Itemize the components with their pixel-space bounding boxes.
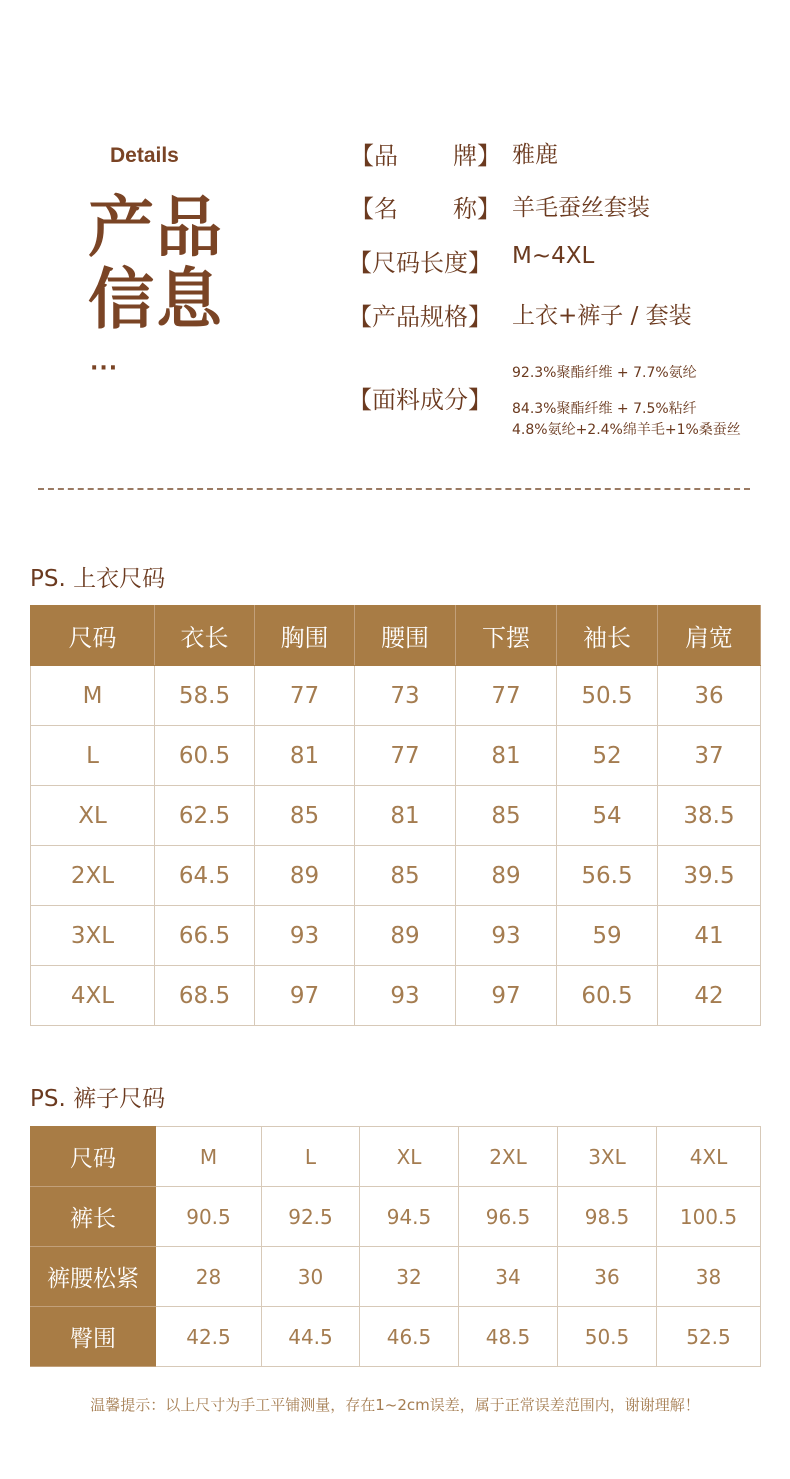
info-row-size-range [348,243,594,278]
table-cell: 4XL [31,966,155,1026]
table-cell: 66.5 [155,906,255,966]
table-header-cell: 尺码 [31,606,155,666]
table-row [31,1187,761,1247]
table-cell: 93 [355,966,456,1026]
table-cell: 3XL [558,1127,657,1187]
info-key-name [348,189,503,224]
info-key-fabric: 【面料成分】 [348,386,492,414]
ellipsis-decoration: ··· [90,356,119,381]
table-row [31,846,761,906]
table-cell: 90.5 [156,1187,262,1247]
table-cell: 36 [658,666,761,726]
table-cell: 42.5 [156,1307,262,1367]
title-line-1: 产品 [88,189,224,266]
table-cell: XL [31,786,155,846]
info-key-brand-left: 【品 [350,142,398,170]
table-cell: 77 [456,666,557,726]
table-cell: 93 [255,906,355,966]
table-cell: 30 [262,1247,360,1307]
table-header-cell: 袖长 [557,606,658,666]
table-cell: 32 [360,1247,459,1307]
table-cell: 77 [255,666,355,726]
table-cell: 89 [456,846,557,906]
row-header-cell: 裤长 [31,1187,156,1247]
table-cell: 73 [355,666,456,726]
table-row [31,786,761,846]
table-cell: 64.5 [155,846,255,906]
info-key-brand-right: 牌】 [453,142,501,170]
table-cell: 37 [658,726,761,786]
info-value-size-range: M~4XL [512,243,595,269]
info-key-name-left: 【名 [350,195,398,223]
table-header-cell: 下摆 [456,606,557,666]
table-cell: 48.5 [459,1307,558,1367]
table-cell: 100.5 [657,1187,761,1247]
table-cell: 68.5 [155,966,255,1026]
title-line-2: 信息 [88,261,224,338]
table-cell: 77 [355,726,456,786]
info-key-brand [348,136,503,171]
table-cell: 3XL [31,906,155,966]
table-cell: 52 [557,726,658,786]
info-value-spec: 上衣+裤子 / 套装 [512,303,692,329]
table-cell: 54 [557,786,658,846]
table-cell: 39.5 [658,846,761,906]
table-row [31,1127,761,1187]
table-row [31,1247,761,1307]
row-header-cell: 臀围 [31,1307,156,1367]
table-cell: 56.5 [557,846,658,906]
table-cell: L [262,1127,360,1187]
table-cell: 60.5 [557,966,658,1026]
table-cell: 41 [658,906,761,966]
table-cell: 93 [456,906,557,966]
info-row-fabric [348,380,503,415]
info-value-brand: 雅鹿 [512,142,558,168]
table-cell: 97 [456,966,557,1026]
table-cell: 89 [355,906,456,966]
table-cell: 85 [355,846,456,906]
top-size-title: PS. 上衣尺码 [30,566,166,592]
top-size-table [30,605,761,1026]
table-cell: 38 [657,1247,761,1307]
info-key-name-right: 称】 [453,195,501,223]
info-row-name [348,189,650,224]
row-header-cell: 裤腰松紧 [31,1247,156,1307]
table-cell: 97 [255,966,355,1026]
pants-size-table [30,1126,761,1367]
table-cell: 2XL [459,1127,558,1187]
info-row-spec [348,297,692,332]
table-row [31,726,761,786]
table-header-row [31,606,761,666]
fabric-line-3: 4.8%氨纶+2.4%绵羊毛+1%桑蚕丝 [512,422,741,438]
table-header-cell: 胸围 [255,606,355,666]
table-row [31,906,761,966]
fabric-line-2: 84.3%聚酯纤维 + 7.5%粘纤 [512,401,697,417]
table-cell: M [31,666,155,726]
dashed-divider [38,488,750,490]
table-cell: 2XL [31,846,155,906]
table-row [31,666,761,726]
row-header-cell: 尺码 [31,1127,156,1187]
table-cell: 62.5 [155,786,255,846]
table-header-cell: 衣长 [155,606,255,666]
table-cell: 42 [658,966,761,1026]
pants-size-title: PS. 裤子尺码 [30,1086,166,1112]
table-header-cell: 腰围 [355,606,456,666]
table-cell: 38.5 [658,786,761,846]
table-cell: 28 [156,1247,262,1307]
table-cell: 34 [459,1247,558,1307]
table-cell: 44.5 [262,1307,360,1367]
table-cell: 94.5 [360,1187,459,1247]
table-cell: 92.5 [262,1187,360,1247]
page-title [88,189,224,338]
table-cell: M [156,1127,262,1187]
table-cell: 89 [255,846,355,906]
table-cell: 50.5 [558,1307,657,1367]
table-cell: 81 [456,726,557,786]
table-cell: 50.5 [557,666,658,726]
table-cell: 85 [255,786,355,846]
table-cell: 58.5 [155,666,255,726]
table-cell: 4XL [657,1127,761,1187]
table-cell: 60.5 [155,726,255,786]
table-cell: 36 [558,1247,657,1307]
footnote: 温馨提示：以上尺寸为手工平铺测量，存在1~2cm误差，属于正常误差范围内，谢谢理解！ [90,1396,700,1414]
table-cell: 46.5 [360,1307,459,1367]
table-cell: 85 [456,786,557,846]
table-cell: L [31,726,155,786]
info-value-name: 羊毛蚕丝套装 [512,195,650,221]
fabric-line-1: 92.3%聚酯纤维 + 7.7%氨纶 [512,365,697,381]
table-row [31,1307,761,1367]
table-cell: 52.5 [657,1307,761,1367]
info-key-size-range: 【尺码长度】 [348,249,492,277]
table-row [31,966,761,1026]
table-cell: 59 [557,906,658,966]
table-cell: 96.5 [459,1187,558,1247]
details-label: Details [110,144,179,167]
table-header-cell: 肩宽 [658,606,761,666]
table-cell: 81 [255,726,355,786]
table-cell: XL [360,1127,459,1187]
table-cell: 98.5 [558,1187,657,1247]
info-row-brand [348,136,558,171]
info-key-spec: 【产品规格】 [348,303,492,331]
table-cell: 81 [355,786,456,846]
